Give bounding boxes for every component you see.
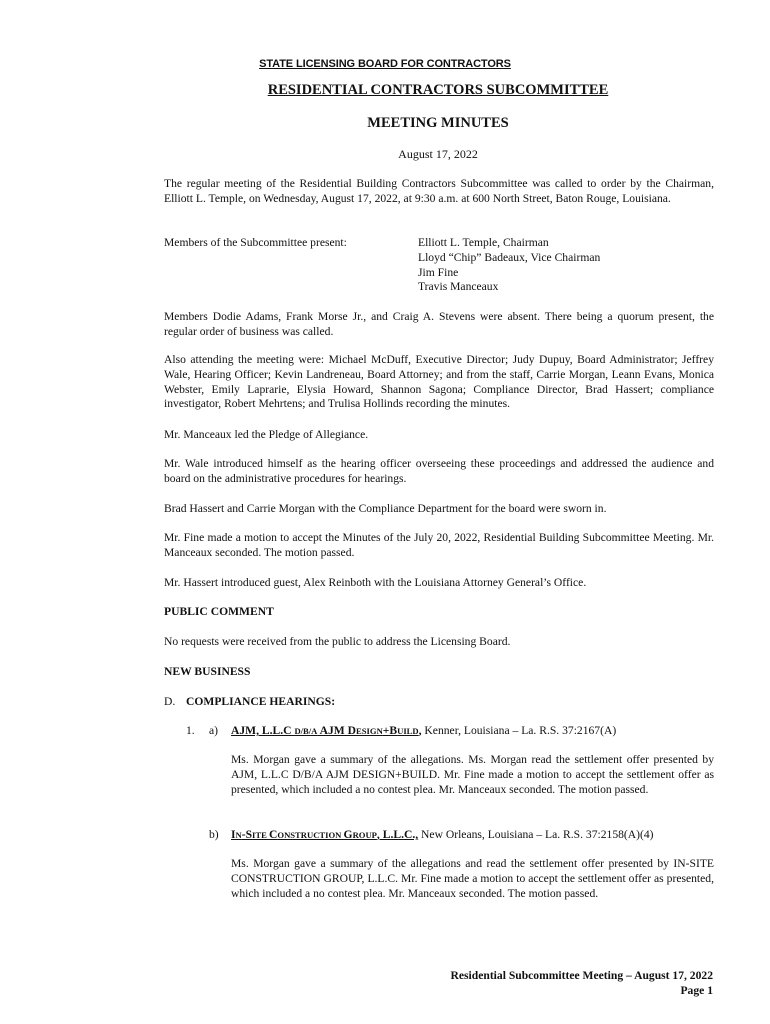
case-location: New Orleans, Louisiana – La. R.S. 37:2158(A)(4) [418,828,654,841]
absent-paragraph: Members Dodie Adams, Frank Morse Jr., and Craig A. Stevens were absent. There being a quorum present, the regular order of business was called. [164,310,714,338]
case-location: Kenner, Louisiana – La. R.S. 37:2167(A) [421,724,617,737]
section-letter: D. [164,695,176,708]
item-number: 1. [186,724,195,737]
attending-paragraph: Also attending the meeting were: Michael McDuff, Executive Director; Judy Dupuy, Board Administrator; Jeffrey Wale, Hearing Officer; Kevin Landreneau, Board Attorney; and from the staff, Carrie Morgan, Leann Evans, Monica Webster, Emily Laprarie, Elysia Howard, Shannon Sagona; Compliance Director, Brad Hassert; compliance investigator, Robert Mehrtens; and Trulisa Hollinds recording the minutes. [164,353,714,411]
committee-heading: RESIDENTIAL CONTRACTORS SUBCOMMITTEE [267,82,609,98]
footer-title: Residential Subcommittee Meeting – August 17, 2022 [450,969,713,982]
hearing-officer-paragraph: Mr. Wale introduced himself as the hearing officer overseeing these proceedings and addressed the audience and board on the administrative procedures for hearings. [164,457,714,485]
case-name: IN-SITE CONSTRUCTION GROUP, L.L.C., [231,828,419,841]
page-footer [451,968,713,998]
case-name: AJM, L.L.C D/B/A AJM DESIGN+BUILD [231,724,419,737]
member-item: Lloyd “Chip” Badeaux, Vice Chairman [418,250,601,264]
case-summary: Ms. Morgan gave a summary of the allegations and read the settlement offer presented by IN-SITE CONSTRUCTION GROUP, L.L.C. Mr. Fine made a motion to accept the settlement offer as presented, which included a no contest plea. Mr. Manceaux seconded. The motion passed. [231,857,714,900]
case-heading [231,828,654,841]
board-heading: STATE LICENSING BOARD FOR CONTRACTORS [259,58,511,70]
member-item: Jim Fine [418,265,459,279]
member-item: Travis Manceaux [418,280,499,294]
public-comment-heading: PUBLIC COMMENT [164,605,274,618]
minutes-paragraph: Mr. Fine made a motion to accept the Minutes of the July 20, 2022, Residential Building Subcommittee Meeting. Mr. Manceaux seconded. The motion passed. [164,531,714,559]
case-heading: AJM, L.L.C D/B/A AJM DESIGN+BUILD, Kenner, Louisiana – La. R.S. 37:2167(A) [231,724,617,737]
case-label: b) [209,828,219,841]
members-label: Members of the Subcommittee present: [164,236,347,249]
intro-paragraph: The regular meeting of the Residential Building Contractors Subcommittee was called to order by the Chairman, Elliott L. Temple, on Wednesday, August 17, 2022, at 9:30 a.m. at 600 North Street, Baton Rouge, Louisiana. [164,177,714,205]
public-comment-text: No requests were received from the public to address the Licensing Board. [164,635,511,648]
section-title: COMPLIANCE HEARINGS: [186,695,336,708]
meeting-date: August 17, 2022 [398,147,478,161]
new-business-heading: NEW BUSINESS [164,665,251,678]
pledge-paragraph: Mr. Manceaux led the Pledge of Allegiance. [164,428,369,441]
case-summary: Ms. Morgan gave a summary of the allegations. Ms. Morgan read the settlement offer presented by AJM, L.L.C D/B/A AJM DESIGN+BUILD. Mr. Fine made a motion to accept the settlement offer as presented, which included a no contest plea. Mr. Manceaux seconded. The motion passed. [231,753,714,796]
page-number: Page 1 [680,984,713,997]
members-list [418,236,600,295]
case-label: a) [209,724,219,737]
member-item: Elliott L. Temple, Chairman [418,236,549,249]
guest-paragraph: Mr. Hassert introduced guest, Alex Reinboth with the Louisiana Attorney General’s Office. [164,576,587,589]
sworn-paragraph: Brad Hassert and Carrie Morgan with the Compliance Department for the board were sworn in. [164,502,607,515]
document-title: MEETING MINUTES [367,115,509,131]
